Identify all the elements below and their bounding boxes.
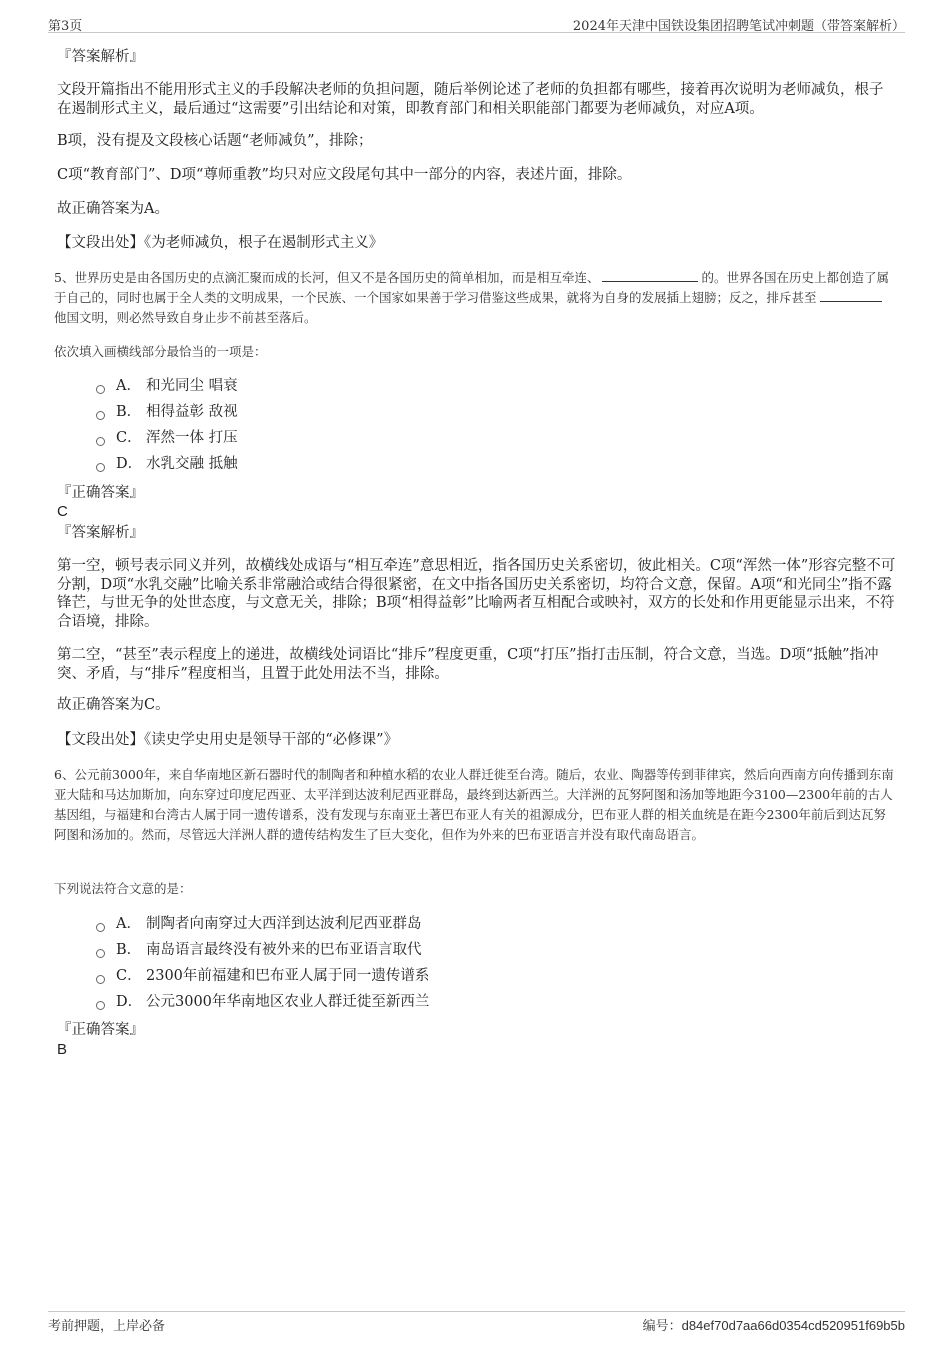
correct-answer-label: 『正确答案』 bbox=[57, 1022, 144, 1038]
option-text: 制陶者向南穿过大西洋到达波利尼西亚群岛 bbox=[146, 916, 422, 932]
stem-text: 他国文明，则必然导致自身止步不前甚至落后。 bbox=[54, 310, 317, 325]
code-value: d84ef70d7aa66d0354cd520951f69b5b bbox=[681, 1318, 905, 1333]
analysis-label: 『答案解析』 bbox=[57, 525, 144, 541]
option-letter: B． bbox=[116, 942, 142, 958]
radio-icon[interactable] bbox=[96, 437, 105, 446]
source-line bbox=[57, 731, 897, 750]
conclusion: 故正确答案为C。 bbox=[57, 697, 170, 713]
code-label: 编号： bbox=[642, 1319, 682, 1334]
option-letter: C． bbox=[116, 968, 142, 984]
option-text: 公元3000年华南地区农业人群迁徙至新西兰 bbox=[146, 994, 430, 1010]
analysis-label: 『答案解析』 bbox=[57, 49, 144, 65]
option-text: 浑然一体 打压 bbox=[146, 430, 238, 446]
question-stem bbox=[54, 268, 896, 328]
option-text: 水乳交融 抵触 bbox=[146, 456, 238, 472]
page-number: 第3页 bbox=[48, 19, 83, 34]
stem-text: 5、世界历史是由各国历史的点滴汇聚而成的长河，但又不是各国历史的简单相加，而是相互牵连、 bbox=[54, 270, 600, 285]
option-letter: D． bbox=[116, 994, 143, 1010]
document-code bbox=[643, 1315, 905, 1334]
correct-answer-label: 『正确答案』 bbox=[57, 485, 144, 501]
option-a[interactable] bbox=[96, 915, 422, 933]
document-title: 2024年天津中国铁设集团招聘笔试冲刺题（带答案解析） bbox=[572, 19, 905, 34]
fill-blank bbox=[820, 289, 882, 302]
radio-icon[interactable] bbox=[96, 923, 105, 932]
question-prompt: 依次填入画横线部分最恰当的一项是： bbox=[54, 344, 267, 359]
analysis-paragraph: B项，没有提及文段核心话题“老师减负”，排除； bbox=[57, 133, 373, 149]
source-title: 《为老师减负，根子在遏制形式主义》 bbox=[144, 235, 384, 251]
option-c[interactable] bbox=[96, 967, 429, 985]
analysis-paragraph: 文段开篇指出不能用形式主义的手段解决老师的负担问题，随后举例论述了老师的负担都有哪些，接着再次说明为老师减负，根子在遏制形式主义，最后通过“这需要”引出结论和对策，即教育部门和相关职能部门都要为老师减负，对应A项。 bbox=[57, 82, 884, 117]
source-title: 《读史学史用史是领导干部的“必修课”》 bbox=[144, 732, 399, 748]
option-b[interactable] bbox=[96, 403, 238, 421]
radio-icon[interactable] bbox=[96, 975, 105, 984]
analysis-paragraph: 第二空，“甚至”表示程度上的递进，故横线处词语比“排斥”程度更重，C项“打压”指打击压制，符合文意，当选。D项“抵触”指冲突、矛盾，与“排斥”程度相当，且置于此处用法不当，排除。 bbox=[57, 647, 879, 682]
option-letter: D． bbox=[116, 456, 143, 472]
option-letter: C． bbox=[116, 430, 142, 446]
option-text: 相得益彰 敌视 bbox=[146, 404, 238, 420]
radio-icon[interactable] bbox=[96, 411, 105, 420]
option-a[interactable] bbox=[96, 377, 238, 395]
question-prompt: 下列说法符合文意的是： bbox=[54, 881, 192, 896]
radio-icon[interactable] bbox=[96, 463, 105, 472]
analysis-paragraph: 第一空，顿号表示同义并列，故横线处成语与“相互牵连”意思相近，指各国历史关系密切，彼此相关。C项“浑然一体”形容完整不可分割，D项“水乳交融”比喻关系非常融洽或结合得很紧密，在文中指各国历史关系密切，均符合文意，保留。A项“和光同尘”指不露锋芒，与世无争的处世态度，与文意无关，排除；B项“相得益彰”比喻两者互相配合或映衬，双方的长处和作用更能显示出来，不符合语境，排除。 bbox=[57, 558, 896, 630]
correct-answer: C bbox=[57, 503, 68, 520]
radio-icon[interactable] bbox=[96, 1001, 105, 1010]
radio-icon[interactable] bbox=[96, 949, 105, 958]
analysis-paragraph: C项“教育部门”、D项“尊师重教”均只对应文段尾句其中一部分的内容，表述片面，排除。 bbox=[57, 167, 632, 183]
option-c[interactable] bbox=[96, 429, 238, 447]
page-footer bbox=[48, 1311, 905, 1334]
radio-icon[interactable] bbox=[96, 385, 105, 394]
source-line bbox=[57, 234, 897, 253]
fill-blank bbox=[602, 269, 698, 282]
source-label: 【文段出处】 bbox=[57, 235, 144, 251]
correct-answer: B bbox=[57, 1041, 68, 1058]
option-text: 南岛语言最终没有被外来的巴布亚语言取代 bbox=[146, 942, 422, 958]
option-text: 和光同尘 唱衰 bbox=[146, 378, 238, 394]
option-letter: A． bbox=[116, 916, 141, 932]
page-header bbox=[48, 14, 905, 33]
source-label: 【文段出处】 bbox=[57, 732, 144, 748]
option-d[interactable] bbox=[96, 993, 429, 1011]
option-letter: A． bbox=[116, 378, 141, 394]
conclusion: 故正确答案为A。 bbox=[57, 201, 169, 217]
question-stem: 6、公元前3000年，来自华南地区新石器时代的制陶者和种植水稻的农业人群迁徙至台湾。随后，农业、陶器等传到菲律宾，然后向西南方向传播到东南亚大陆和马达加斯加，向东穿过印度尼西亚、太平洋到达波利尼西亚群岛，最终到达新西兰。大洋洲的瓦努阿图和汤加等地距今3100—2300年前的古人基因组，与福建和台湾古人属于同一遗传谱系，没有发现与东南亚土著巴布亚人有关的祖源成分，巴布亚人群的相关血统是在距今2300年前后到达瓦努阿图和汤加的。然而，尽管远大洋洲人群的遗传结构发生了巨大变化，但作为外来的巴布亚语言并没有取代南岛语言。 bbox=[54, 767, 894, 842]
option-b[interactable] bbox=[96, 941, 422, 959]
option-letter: B． bbox=[116, 404, 142, 420]
stem-text: 的。世界各国在历史上都创造了属于自己的，同时也属于全人类的文明成果，一个民族、一个国家如果善于学习借鉴这些成果，就将为自身的发展插上翅膀；反之，排斥甚至 bbox=[54, 270, 889, 305]
option-d[interactable] bbox=[96, 455, 238, 473]
option-text: 2300年前福建和巴布亚人属于同一遗传谱系 bbox=[146, 968, 430, 984]
footer-slogan: 考前押题，上岸必备 bbox=[48, 1319, 166, 1334]
